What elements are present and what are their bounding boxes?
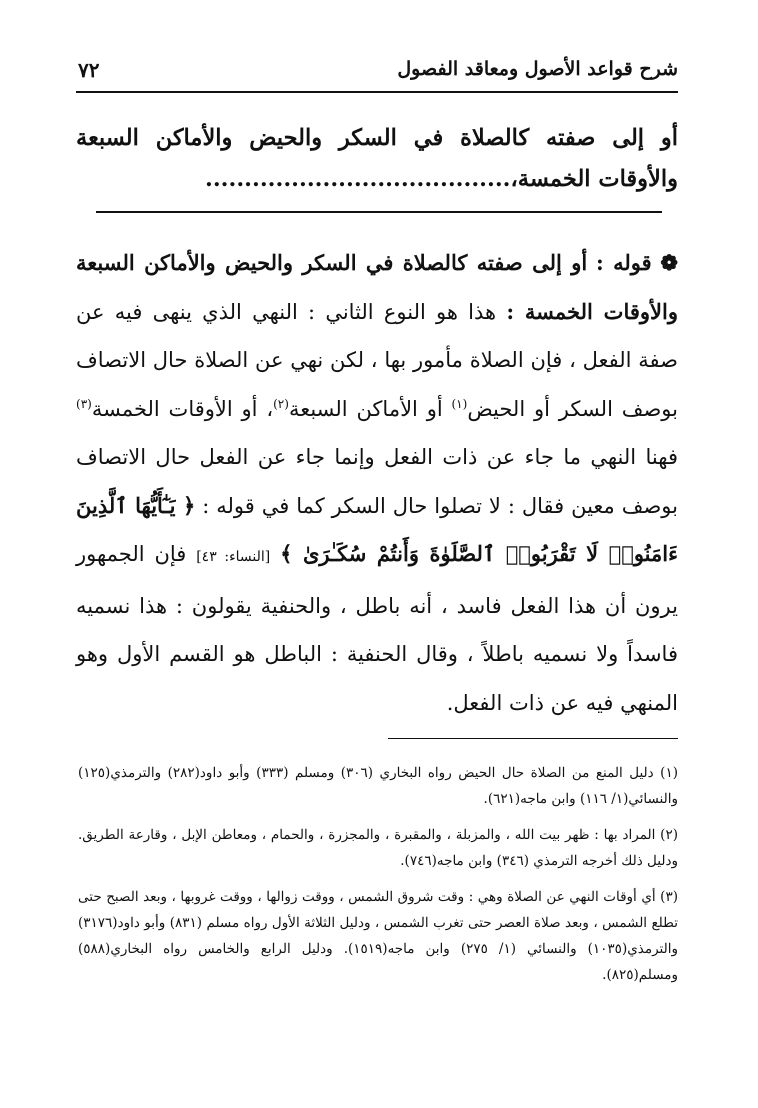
commentary — [76, 239, 678, 727]
commentary-segment: أو الأماكن السبعة — [288, 396, 452, 421]
commentary-segment: ، أو الأوقات الخمسة — [91, 396, 274, 421]
footnote-2: (٢) المراد بها : ظهر بيت الله ، والمزبلة ، والمقبرة ، والمجزرة ، والحمام ، ومعاطن الإبل ، وقارعة الطريق. ودليل ذلك أخرجه الترمذي (٣٤٦) وابن ماجه(٧٤٦). — [78, 827, 678, 869]
matn-divider — [96, 211, 662, 213]
footnote-ref-3: (٣) — [76, 396, 92, 411]
footnote-divider — [388, 738, 678, 739]
footnote-1: (١) دليل المنع من الصلاة حال الحيض رواه البخاري (٣٠٦) ومسلم (٣٣٣) وأبو داود(٢٨٢) والترمذي(١٢٥) والنسائي(١/ ١١٦) وابن ماجه(٦٢١). — [78, 765, 678, 807]
running-title: شرح قواعد الأصول ومعاقد الفصول — [397, 58, 678, 80]
commentary-segment: هذا هو النوع الثاني : النهي الذي ينهى فيه عن صفة الفعل ، فإن الصلاة مأمور بها ، لكن نهي عن الصلاة حال الاتصاف بوصف السكر أو الحيض — [76, 299, 678, 421]
page-number: ٧٢ — [78, 58, 100, 82]
verse-reference: [النساء: ٤٣] — [196, 549, 271, 565]
commentary-paragraph — [76, 239, 678, 727]
lead-quote: أو إلى صفته كالصلاة في السكر والحيض والأماكن السبعة والأوقات الخمسة : — [76, 250, 678, 324]
lead-label: قوله : — [595, 250, 652, 275]
commentary-segment: فهنا النهي ما جاء عن ذات الفعل وإنما جاء عن الفعل حال الاتصاف بوصف معين فقال : لا تصلوا حال السكر كما في قوله : — [76, 445, 678, 518]
footnotes — [78, 760, 678, 998]
commentary-segment: فإن الجمهور يرون أن هذا الفعل فاسد ، أنه باطل ، والحنفية يقولون : هذا نسميه فاسداً ولا نسميه باطلاً ، وقال الحنفية : الباطل هو القسم الأول وهو المنهي فيه عن ذات الفعل. — [76, 542, 678, 715]
footnote-3: (٣) أي أوقات النهي عن الصلاة وهي : وقت شروق الشمس ، ووقت زوالها ، ووقت غروبها ، وبعد الصبح حتى تطلع الشمس ، وبعد صلاة العصر حتى تغرب الشمس ، ودليل الثلاثة الأول رواه مسلم (٨٣١) وأبو داود(٣١٧٦) والترمذي(١٠٣٥) والنسائي (١/ ٢٧٥) وابن ماجه(١٥١٩). ودليل الرابع والخامس رواه البخاري(٥٨٨) ومسلم(٨٢٥). — [78, 889, 678, 983]
footnote-ref-1: (١) — [451, 396, 468, 411]
paragraph-marker: ❁ — [660, 250, 678, 275]
header-rule — [76, 91, 678, 93]
quran-verse: ﴿ يَـٰٓأَيُّهَا ٱلَّذِينَ ءَامَنُوا۟ لَا تَقْرَبُوا۟ ٱلصَّلَوٰةَ وَأَنتُمْ سُكَـٰرَىٰ ﴾ — [76, 492, 678, 566]
matn-text: أو إلى صفته كالصلاة في السكر والحيض والأماكن السبعة والأوقات الخمسة،....................................... — [76, 125, 678, 192]
footnote-ref-2: (٢) — [273, 396, 289, 411]
